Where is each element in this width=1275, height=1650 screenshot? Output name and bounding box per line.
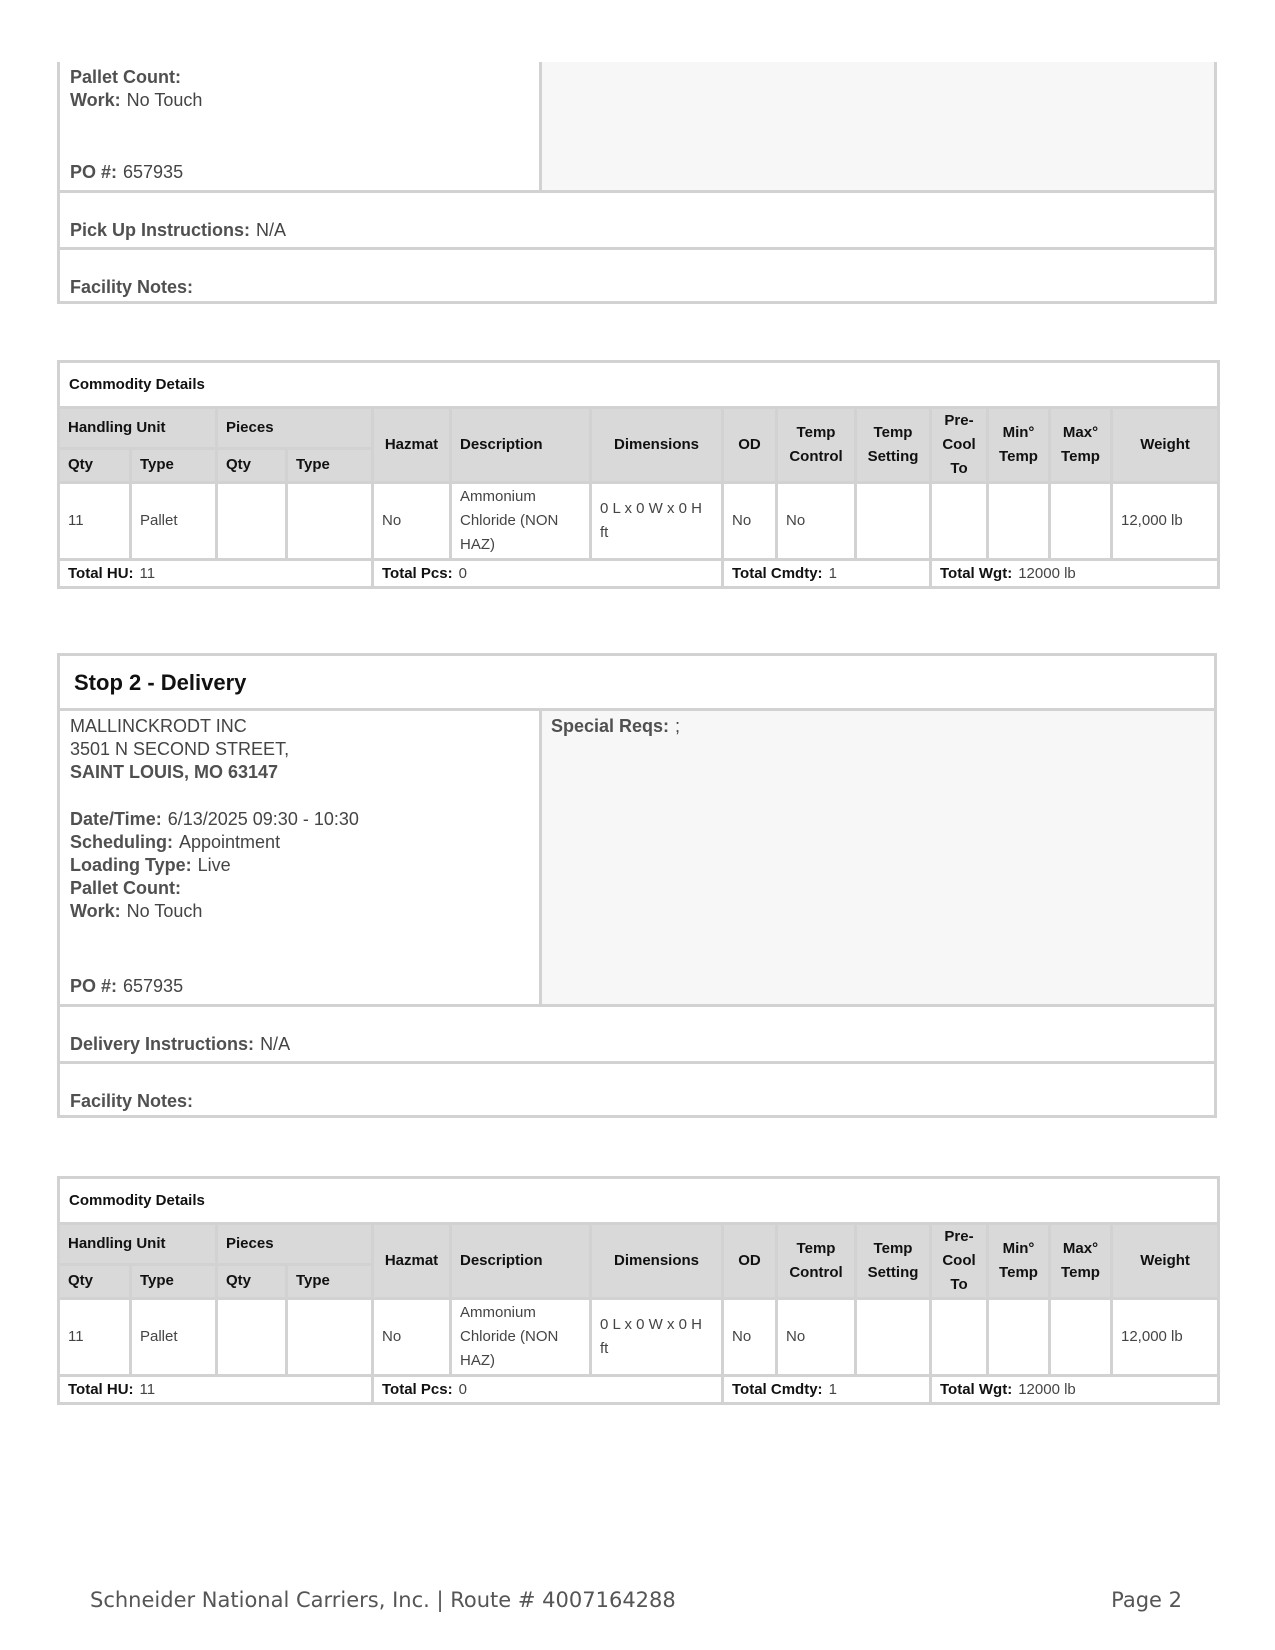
work-value: No Touch xyxy=(126,90,203,110)
hazmat-header: Hazmat xyxy=(373,408,451,483)
temp-control-header: Temp Control xyxy=(777,1224,856,1299)
facility-notes: Facility Notes: xyxy=(60,247,1214,301)
company-name: MALLINCKRODT INC xyxy=(70,716,247,736)
pcs-type-header: Type xyxy=(287,1264,373,1298)
street-address: 3501 N SECOND STREET, xyxy=(70,739,290,759)
total-wgt: Total Wgt: 12000 lb xyxy=(931,1376,1219,1404)
temp-setting-cell xyxy=(856,1299,931,1376)
pcs-qty-cell xyxy=(217,1299,287,1376)
stop-2-details xyxy=(60,711,1214,1007)
pcs-qty-header: Qty xyxy=(217,448,287,482)
table-row xyxy=(59,1299,1219,1376)
totals-row xyxy=(59,560,1219,588)
max-temp-cell xyxy=(1050,483,1112,560)
min-temp-cell xyxy=(988,1299,1050,1376)
po-line: PO #: 657935 xyxy=(70,976,184,996)
total-hu: Total HU: 11 xyxy=(59,560,373,588)
handling-unit-header: Handling Unit xyxy=(59,408,217,449)
hu-type-header: Type xyxy=(131,1264,217,1298)
hu-type-cell: Pallet xyxy=(131,483,217,560)
total-cmdty: Total Cmdty: 1 xyxy=(723,1376,931,1404)
weight-cell: 12,000 lb xyxy=(1112,1299,1219,1376)
dimensions-cell: 0 L x 0 W x 0 H ft xyxy=(591,483,723,560)
commodity-title: Commodity Details xyxy=(59,362,1219,408)
stop-2-delivery xyxy=(57,653,1217,1118)
precool-cell xyxy=(931,483,988,560)
pickup-instructions: Pick Up Instructions: N/A xyxy=(70,220,287,240)
description-cell: Ammonium Chloride (NON HAZ) xyxy=(451,1299,591,1376)
total-hu: Total HU: 11 xyxy=(59,1376,373,1404)
hu-qty-cell: 11 xyxy=(59,1299,131,1376)
city-state-zip: SAINT LOUIS, MO 63147 xyxy=(70,762,279,782)
scheduling-value: Appointment xyxy=(179,832,281,852)
min-temp-cell xyxy=(988,483,1050,560)
handling-unit-header: Handling Unit xyxy=(59,1224,217,1265)
loading-type-line: Loading Type: Live xyxy=(70,855,231,875)
pcs-type-header: Type xyxy=(287,448,373,482)
stop-1-details xyxy=(60,62,1214,193)
stop-1-info xyxy=(60,62,542,190)
weight-header: Weight xyxy=(1112,1224,1219,1299)
min-temp-header: Min° Temp xyxy=(988,408,1050,483)
temp-control-cell: No xyxy=(777,1299,856,1376)
pcs-type-cell xyxy=(287,1299,373,1376)
dimensions-header: Dimensions xyxy=(591,408,723,483)
work-line: Work: No Touch xyxy=(70,901,203,921)
temp-setting-header: Temp Setting xyxy=(856,1224,931,1299)
stop-2-title: Stop 2 - Delivery xyxy=(60,656,1214,711)
pallet-count-line: Pallet Count: xyxy=(70,878,181,898)
footer-page-number: Page 2 xyxy=(1111,1588,1182,1612)
od-cell: No xyxy=(723,1299,777,1376)
pieces-header: Pieces xyxy=(217,408,373,449)
special-reqs-panel xyxy=(542,711,1214,1004)
work-value: No Touch xyxy=(126,901,203,921)
facility-notes: Facility Notes: xyxy=(60,1061,1214,1115)
hazmat-header: Hazmat xyxy=(373,1224,451,1299)
od-header: OD xyxy=(723,1224,777,1299)
pcs-qty-cell xyxy=(217,483,287,560)
totals-row xyxy=(59,1376,1219,1404)
loading-type-value: Live xyxy=(197,855,231,875)
total-cmdty: Total Cmdty: 1 xyxy=(723,560,931,588)
description-cell: Ammonium Chloride (NON HAZ) xyxy=(451,483,591,560)
max-temp-header: Max° Temp xyxy=(1050,1224,1112,1299)
temp-setting-cell xyxy=(856,483,931,560)
total-pcs: Total Pcs: 0 xyxy=(373,1376,723,1404)
special-reqs-value: ; xyxy=(675,716,681,736)
hazmat-cell: No xyxy=(373,483,451,560)
temp-setting-header: Temp Setting xyxy=(856,408,931,483)
pickup-instructions-value: N/A xyxy=(256,220,287,240)
pcs-type-cell xyxy=(287,483,373,560)
description-header: Description xyxy=(451,1224,591,1299)
scheduling-line: Scheduling: Appointment xyxy=(70,832,281,852)
stop-2-info xyxy=(60,711,542,1004)
hu-type-cell: Pallet xyxy=(131,1299,217,1376)
dimensions-cell: 0 L x 0 W x 0 H ft xyxy=(591,1299,723,1376)
hu-qty-cell: 11 xyxy=(59,483,131,560)
max-temp-header: Max° Temp xyxy=(1050,408,1112,483)
po-value: 657935 xyxy=(123,162,184,182)
po-value: 657935 xyxy=(123,976,184,996)
max-temp-cell xyxy=(1050,1299,1112,1376)
datetime-line: Date/Time: 6/13/2025 09:30 - 10:30 xyxy=(70,809,359,829)
total-wgt: Total Wgt: 12000 lb xyxy=(931,560,1219,588)
weight-header: Weight xyxy=(1112,408,1219,483)
po-line: PO #: 657935 xyxy=(70,162,184,182)
footer-carrier-route: Schneider National Carriers, Inc. | Route # 4007164288 xyxy=(90,1588,676,1612)
hu-type-header: Type xyxy=(131,448,217,482)
pallet-count-line: Pallet Count: xyxy=(70,67,181,87)
description-header: Description xyxy=(451,408,591,483)
table-row xyxy=(59,483,1219,560)
od-header: OD xyxy=(723,408,777,483)
special-reqs-label: Special Reqs: xyxy=(551,716,670,736)
hu-qty-header: Qty xyxy=(59,448,131,482)
total-pcs: Total Pcs: 0 xyxy=(373,560,723,588)
precool-cell xyxy=(931,1299,988,1376)
od-cell: No xyxy=(723,483,777,560)
dimensions-header: Dimensions xyxy=(591,1224,723,1299)
precool-header: Pre- Cool To xyxy=(931,408,988,483)
precool-header: Pre- Cool To xyxy=(931,1224,988,1299)
commodity-details-table-1 xyxy=(57,360,1220,589)
stop-1-special-panel xyxy=(542,62,1214,190)
min-temp-header: Min° Temp xyxy=(988,1224,1050,1299)
datetime-value: 6/13/2025 09:30 - 10:30 xyxy=(167,809,359,829)
pcs-qty-header: Qty xyxy=(217,1264,287,1298)
weight-cell: 12,000 lb xyxy=(1112,483,1219,560)
stop-1-continued xyxy=(57,62,1217,304)
temp-control-header: Temp Control xyxy=(777,408,856,483)
delivery-instructions: Delivery Instructions: N/A xyxy=(70,1034,291,1054)
work-line: Work: No Touch xyxy=(70,90,203,110)
hu-qty-header: Qty xyxy=(59,1264,131,1298)
pieces-header: Pieces xyxy=(217,1224,373,1265)
delivery-instructions-value: N/A xyxy=(260,1034,291,1054)
hazmat-cell: No xyxy=(373,1299,451,1376)
temp-control-cell: No xyxy=(777,483,856,560)
commodity-details-table-2 xyxy=(57,1176,1220,1405)
commodity-title: Commodity Details xyxy=(59,1178,1219,1224)
